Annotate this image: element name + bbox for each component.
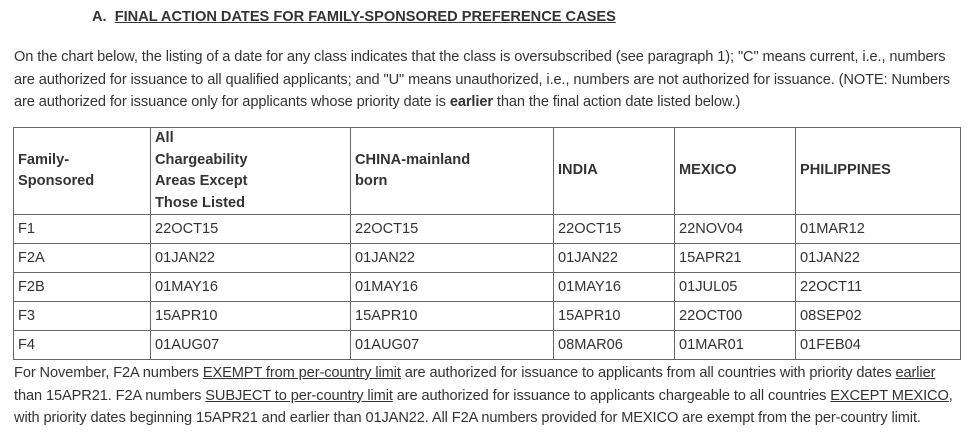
row-category: F1	[14, 215, 151, 244]
cell-date: 22OCT15	[151, 215, 351, 244]
table-row	[14, 273, 961, 302]
header-china-mainland: CHINA-mainland born	[351, 128, 554, 215]
note-text-4: are authorized for issuance to applicants chargeable to all countries	[392, 387, 831, 404]
cell-date: 08SEP02	[796, 302, 961, 331]
row-category: F2A	[14, 244, 151, 273]
intro-text-1: On the chart below, the listing of a date for any class indicates that the class is oversubscribed (see paragraph 1); "C" means current, i.e., numbers are authorized for issuance to all qualified applicants; and "U" means unauthorized, i.e., numbers are not authorized for issuance. (NOTE: Numbers are authorized for issuance only for applicants whose priority date is	[14, 49, 950, 110]
cell-date: 01JUL05	[675, 273, 796, 302]
table-row	[14, 215, 961, 244]
f2a-note-paragraph	[14, 362, 964, 430]
header-all-chargeability: All Chargeability Areas Except Those Listed	[151, 128, 351, 215]
note-text-3: than 15APR21. F2A numbers	[14, 387, 206, 404]
table-row	[14, 244, 961, 273]
cell-date: 15APR10	[151, 302, 351, 331]
cell-date: 01JAN22	[151, 244, 351, 273]
note-exempt-underlined: EXEMPT from per-country limit	[202, 365, 401, 381]
cell-date: 15APR21	[675, 244, 796, 273]
cell-date: 01MAY16	[554, 273, 675, 302]
cell-date: 01AUG07	[151, 331, 351, 360]
cell-date: 01FEB04	[796, 331, 961, 360]
section-title: FINAL ACTION DATES FOR FAMILY-SPONSORED PREFERENCE CASES	[114, 9, 616, 25]
table-header-row	[14, 128, 961, 215]
intro-paragraph	[14, 46, 959, 114]
cell-date: 01JAN22	[351, 244, 554, 273]
cell-date: 01AUG07	[351, 331, 554, 360]
header-family-sponsored: Family-Sponsored	[14, 128, 151, 215]
note-except-mexico-underlined: EXCEPT MEXICO	[830, 387, 949, 404]
note-text-1: For November, F2A numbers	[14, 365, 203, 381]
cell-date: 15APR10	[351, 302, 554, 331]
table-row	[14, 302, 961, 331]
final-action-dates-table	[13, 127, 961, 360]
row-category: F2B	[14, 273, 151, 302]
cell-date: 08MAR06	[554, 331, 675, 360]
cell-date: 22OCT11	[796, 273, 961, 302]
cell-date: 01JAN22	[554, 244, 675, 273]
cell-date: 22OCT15	[351, 215, 554, 244]
intro-bold-earlier: earlier	[449, 94, 493, 110]
cell-date: 22OCT15	[554, 215, 675, 244]
section-heading	[92, 9, 616, 25]
cell-date: 01JAN22	[796, 244, 961, 273]
cell-date: 01MAY16	[351, 273, 554, 302]
row-category: F3	[14, 302, 151, 331]
cell-date: 01MAY16	[151, 273, 351, 302]
cell-date: 22NOV04	[675, 215, 796, 244]
header-india: INDIA	[554, 128, 675, 215]
row-category: F4	[14, 331, 151, 360]
intro-text-2: than the final action date listed below.)	[492, 94, 741, 110]
note-text-5: , with priority dates beginning 15APR21 and earlier than 01JAN22. All F2A numbers provided for MEXICO are exempt from the per-country limit.	[14, 387, 953, 426]
section-letter: A.	[92, 9, 107, 25]
cell-date: 01MAR12	[796, 215, 961, 244]
cell-date: 22OCT00	[675, 302, 796, 331]
note-earlier-underlined: earlier	[895, 365, 936, 381]
note-subject-underlined: SUBJECT to per-country limit	[205, 387, 393, 404]
note-text-2: are authorized for issuance to applicants from all countries with priority dates	[400, 365, 896, 381]
cell-date: 15APR10	[554, 302, 675, 331]
header-mexico: MEXICO	[675, 128, 796, 215]
cell-date: 01MAR01	[675, 331, 796, 360]
table-row	[14, 331, 961, 360]
header-philippines: PHILIPPINES	[796, 128, 961, 215]
